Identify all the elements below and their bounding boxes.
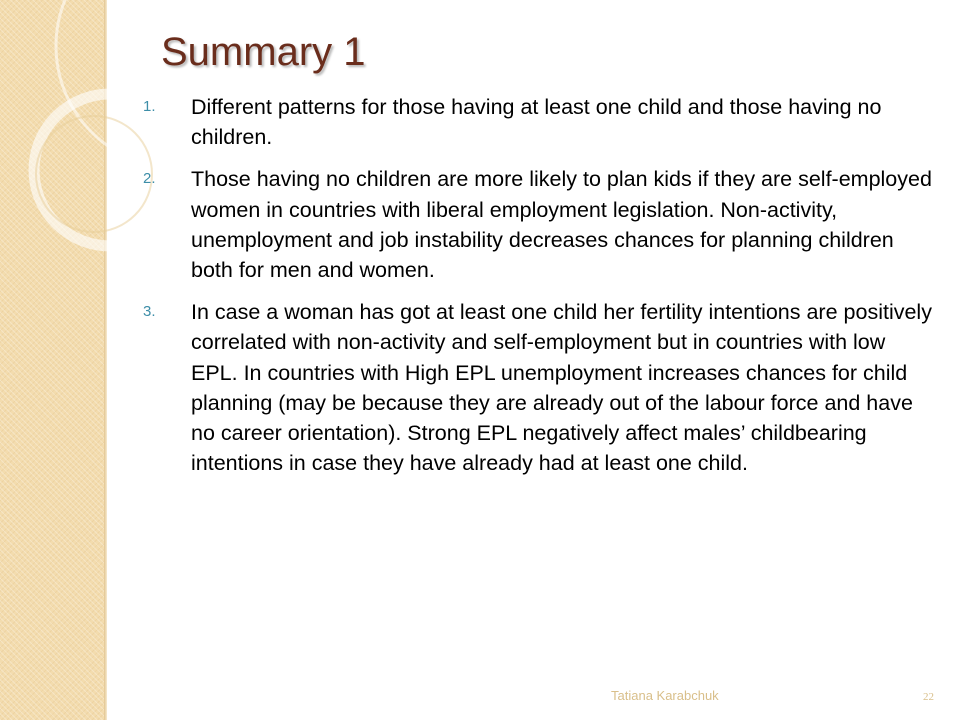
- list-item-number: 2.: [143, 170, 156, 188]
- list-item-text: Those having no children are more likely to plan kids if they are self-employed women in countries with liberal employment legislation. Non-activity, unemployment and job instability decreases chances for planning children both for men and women.: [191, 167, 932, 283]
- list-item-number: 1.: [143, 98, 156, 115]
- footer-author: Tatiana Karabchuk: [611, 688, 719, 703]
- side-band-edge: [104, 0, 107, 720]
- list-item: [143, 297, 935, 478]
- decorative-side-band: [0, 0, 104, 720]
- list-item-text: Different patterns for those having at least one child and those having no children.: [191, 95, 882, 150]
- page-number: 22: [923, 691, 934, 703]
- list-item-text: In case a woman has got at least one child her fertility intentions are positively correlated with non-activity and self-employment but in countries with low EPL. In countries with High EPL unemployment increases chances for child planning (may be because they are already out of the labour force and have no career orientation). Strong EPL negatively affect males’ childbearing intentions in case they have already had at least one child.: [191, 300, 932, 476]
- list-item-number: 3.: [143, 303, 156, 321]
- list-item: [143, 164, 935, 285]
- slide-title: Summary 1: [161, 30, 366, 74]
- list-item: [143, 92, 935, 152]
- summary-list: [143, 92, 935, 490]
